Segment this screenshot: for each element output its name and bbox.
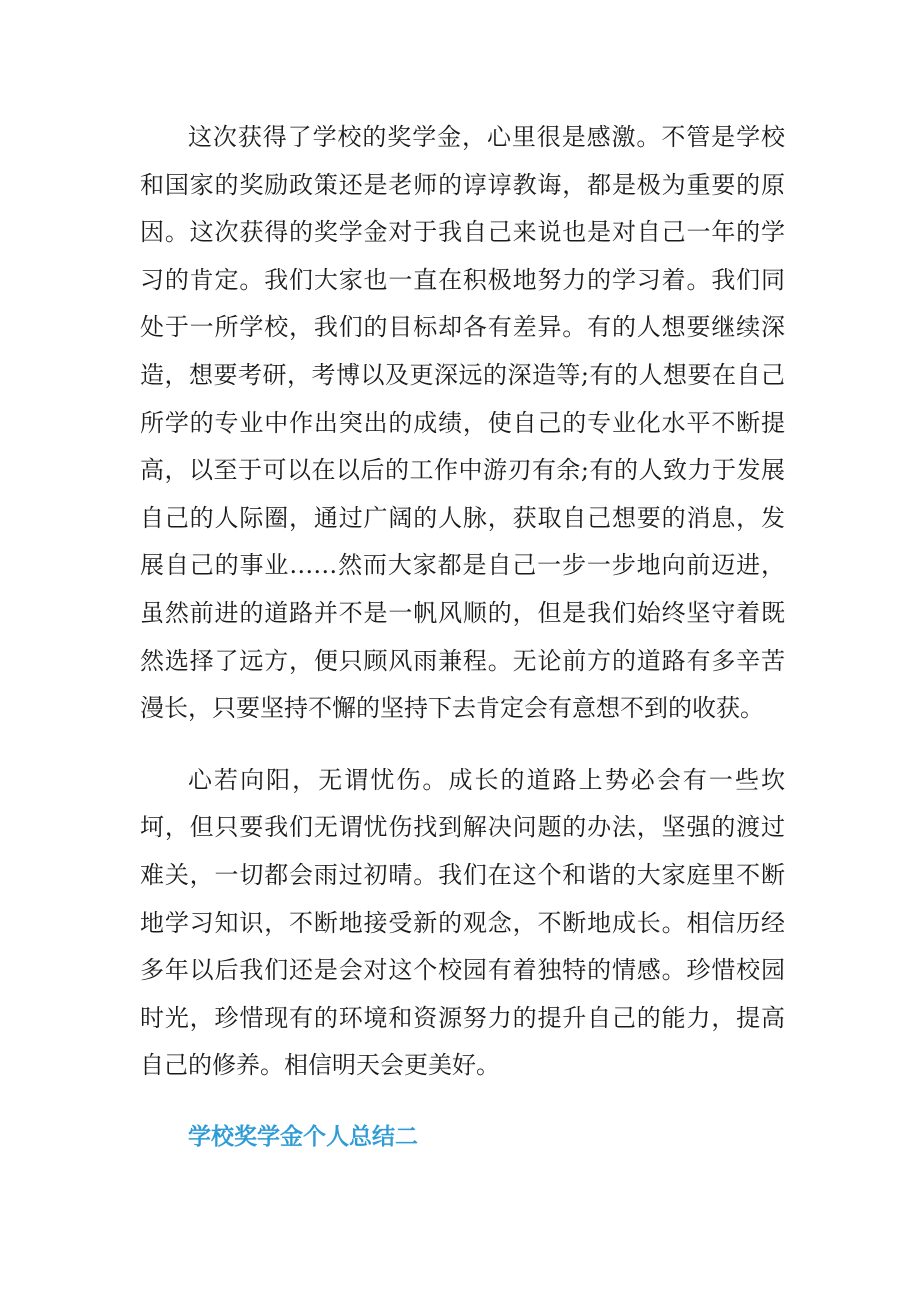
document-body — [140, 114, 785, 1161]
body-paragraph-2: 心若向阳，无谓忧伤。成长的道路上势必会有一些坎坷，但只要我们无谓忧伤找到解决问题的办法，坚强的渡过难关，一切都会雨过初晴。我们在这个和谐的大家庭里不断地学习知识，不断地接受新的观念，不断地成长。相信历经多年以后我们还是会对这个校园有着独特的情感。珍惜校园时光，珍惜现有的环境和资源努力的提升自己的能力，提高自己的修养。相信明天会更美好。 — [140, 765, 785, 1080]
body-paragraph-1: 这次获得了学校的奖学金，心里很是感激。不管是学校和国家的奖励政策还是老师的谆谆教诲，都是极为重要的原因。这次获得的奖学金对于我自己来说也是对自己一年的学习的肯定。我们大家也一直在积极地努力的学习着。我们同处于一所学校，我们的目标却各有差异。有的人想要继续深造，想要考研，考博以及更深远的深造等;有的人想要在自己所学的专业中作出突出的成绩，使自己的专业化水平不断提高，以至于可以在以后的工作中游刃有余;有的人致力于发展自己的人际圈，通过广阔的人脉，获取自己想要的消息，发展自己的事业……然而大家都是自己一步一步地向前迈进，虽然前进的道路并不是一帆风顺的，但是我们始终坚守着既然选择了远方，便只顾风雨兼程。无论前方的道路有多辛苦漫长，只要坚持不懈的坚持下去肯定会有意想不到的收获。 — [140, 123, 785, 723]
section-heading: 学校奖学金个人总结二 — [188, 1123, 418, 1150]
